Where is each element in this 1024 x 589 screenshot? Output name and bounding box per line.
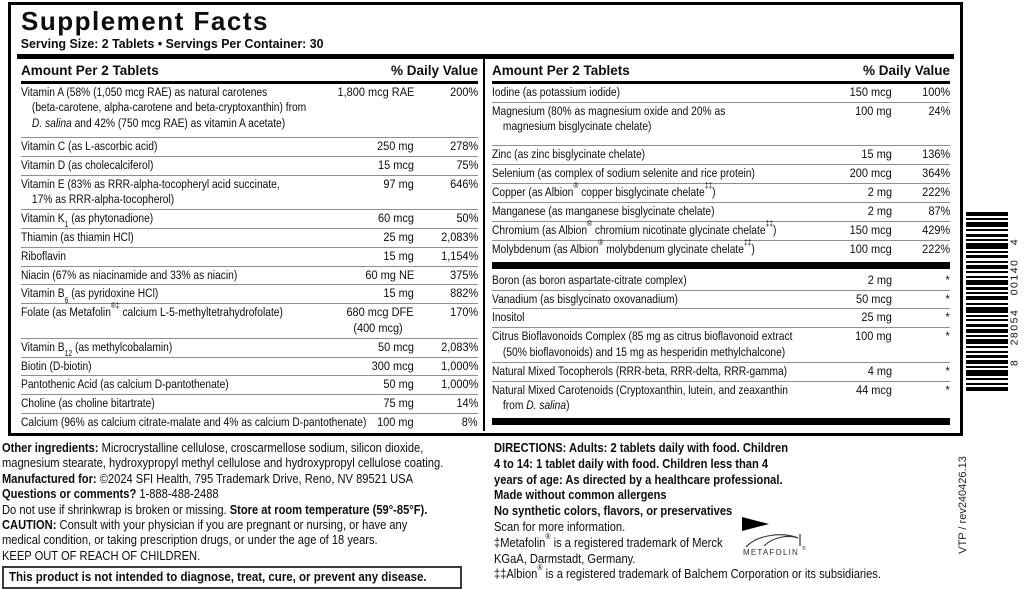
nutrient-name: Vitamin C (as L-ascorbic acid)	[21, 138, 158, 153]
nutrient-amount: 200 mcg	[849, 166, 892, 181]
nutrient-name: Iodine (as potassium iodide)	[492, 85, 621, 99]
footer-right-text-line: Scan for more information.	[494, 518, 626, 534]
serving-info: Serving Size: 2 Tablets • Servings Per Container: 30	[20, 36, 324, 51]
daily-value-footnote	[492, 428, 904, 431]
nutrient-row	[492, 180, 950, 202]
nutrient-name: Pantothenic Acid (as calcium D-pantothenate)	[21, 377, 229, 392]
footer	[2, 440, 1022, 589]
nutrient-row	[492, 164, 950, 183]
nutrient-columns	[17, 59, 954, 431]
daily-value-header: % Daily Value	[390, 63, 478, 78]
nutrient-daily-value: *	[945, 291, 950, 306]
amount-header: Amount Per 2 Tablets	[21, 63, 159, 78]
nutrient-row	[492, 84, 950, 102]
nutrient-daily-value: 8%	[462, 415, 478, 430]
nutrient-name: Zinc (as zinc bisglycinate chelate)	[492, 147, 646, 162]
nutrient-amount: 100 mg	[855, 329, 892, 344]
nutrient-name: Vitamin E (83% as RRR-alpha-tocopheryl acid succinate, 17% as RRR-alpha-tocopherol)	[21, 176, 280, 206]
section-divider-bar	[492, 262, 950, 269]
left-nutrient-rows	[21, 84, 478, 431]
nutrient-name: Calcium (96% as calcium citrate-malate and 4% as calcium D-pantothenate)	[21, 415, 367, 430]
nutrient-name: Thiamin (as thiamin HCl)	[21, 229, 134, 244]
footer-right-text-line: No synthetic colors, flavors, or preservatives	[494, 503, 733, 519]
nutrient-row	[492, 145, 950, 164]
footer-right-block	[494, 440, 1014, 589]
fda-disclaimer-box	[2, 566, 462, 588]
nutrient-daily-value: 136%	[921, 147, 950, 162]
nutrient-daily-value: 222%	[921, 185, 950, 200]
nutrient-amount: 300 mcg	[371, 358, 414, 373]
nutrient-amount: 25 mg	[861, 310, 892, 325]
nutrient-row	[21, 338, 478, 357]
nutrient-amount: 4 mg	[867, 363, 892, 378]
nutrient-amount: 1,800 mcg RAE	[337, 85, 414, 99]
nutrient-daily-value: 87%	[928, 203, 950, 218]
revision-side-text: VTP / rev240426.13	[957, 456, 969, 554]
nutrient-amount: 250 mg	[377, 138, 414, 153]
nutrient-daily-value: 364%	[921, 166, 950, 181]
nutrient-amount: 2 mg	[867, 272, 892, 287]
nutrient-name: Vanadium (as bisglycinato oxovanadium)	[492, 291, 678, 306]
nutrient-row	[492, 237, 950, 259]
nutrient-row	[492, 362, 950, 381]
nutrient-daily-value: 170%	[449, 305, 478, 320]
column-left-header	[21, 59, 478, 84]
nutrient-daily-value: 1,154%	[440, 248, 478, 263]
nutrient-amount: 2 mg	[867, 203, 892, 218]
right-nutrient-rows	[492, 84, 950, 431]
nutrient-name: Selenium (as complex of sodium selenite and rice protein)	[492, 166, 755, 181]
panel-title: Supplement Facts	[21, 6, 269, 36]
nutrient-row	[21, 228, 478, 247]
nutrient-row	[21, 284, 478, 303]
nutrient-amount: 15 mcg	[378, 157, 414, 172]
nutrient-amount: 25 mg	[383, 229, 414, 244]
footer-left-text-line: medical condition, or taking prescription drugs, or under the age of 18 years.	[2, 532, 378, 548]
nutrient-row	[492, 272, 950, 290]
nutrient-amount: 100 mcg	[849, 241, 892, 256]
nutrient-daily-value: 2,083%	[440, 339, 478, 354]
footer-right-text-line: 4 to 14: 1 tablet daily with food. Children less than 4	[494, 455, 769, 471]
nutrient-daily-value: 50%	[456, 210, 478, 225]
supplement-facts-panel	[8, 2, 963, 436]
metafolin-logo-text: METAFOLIN	[743, 548, 799, 557]
nutrient-name: Niacin (67% as niacinamide and 33% as niacin)	[21, 267, 238, 282]
nutrient-daily-value: 75%	[456, 157, 478, 172]
nutrient-name: Riboflavin	[21, 248, 66, 263]
svg-text:®: ®	[802, 546, 806, 552]
nutrient-row	[21, 266, 478, 285]
column-right	[483, 59, 954, 431]
nutrient-row	[21, 175, 478, 209]
nutrient-amount: 50 mcg	[378, 339, 414, 354]
nutrient-row	[492, 290, 950, 309]
nutrient-name: Molybdenum (as Albion® molybdenum glycinate chelate‡‡)	[492, 237, 755, 256]
footer-left-block	[2, 440, 484, 589]
nutrient-name: Inositol	[492, 310, 525, 325]
footer-left-text-line: Other ingredients: Microcrystalline cellulose, croscarmellose sodium, silicon dioxide,	[2, 440, 424, 455]
footer-left-text-line: Manufactured for: ©2024 SFI Health, 795 Trademark Drive, Reno, NV 89521 USA	[2, 470, 414, 486]
fda-disclaimer-text: This product is not intended to diagnose, treat, cure, or prevent any disease.	[9, 569, 427, 585]
nutrient-name: Folate (as Metafolin®‡ calcium L-5-methyltetrahydrofolate)	[21, 301, 283, 320]
footer-right-text-line: ‡‡Albion® is a registered trademark of Balchem Corporation or its subsidiaries.	[494, 563, 881, 582]
nutrient-row	[21, 209, 478, 228]
nutrient-amount: 60 mcg	[378, 210, 414, 225]
footer-right-text-line: ‡Metafolin® is a registered trademark of Merck	[494, 531, 723, 550]
footer-left-text-line: Questions or comments? 1-888-488-2488	[2, 486, 219, 502]
footer-left-lines	[2, 440, 484, 563]
nutrient-row	[492, 102, 950, 145]
nutrient-name: Magnesium (80% as magnesium oxide and 20% as magnesium bisglycinate chelate)	[492, 103, 726, 134]
nutrient-amount: 15 mg	[861, 147, 892, 162]
nutrient-daily-value: 429%	[921, 222, 950, 237]
daily-value-header: % Daily Value	[862, 63, 950, 78]
nutrient-amount: 100 mg	[377, 415, 414, 430]
nutrient-name: Chromium (as Albion® chromium nicotinate glycinate chelate‡‡)	[492, 218, 777, 237]
nutrient-amount: 150 mcg	[849, 85, 892, 99]
column-right-header	[492, 59, 950, 84]
footer-left-text-line: CAUTION: Consult with your physician if you are pregnant or nursing, or have any	[2, 517, 408, 533]
nutrient-row	[21, 303, 478, 337]
amount-header: Amount Per 2 Tablets	[492, 63, 630, 78]
nutrient-daily-value: 100%	[921, 85, 950, 99]
footer-left-text-line: KEEP OUT OF REACH OF CHILDREN.	[2, 547, 201, 563]
nutrient-amount: 97 mg	[383, 176, 414, 191]
nutrient-name: Manganese (as manganese bisglycinate chelate)	[492, 203, 715, 218]
nutrient-amount: 2 mg	[867, 185, 892, 200]
nutrient-daily-value: 278%	[449, 138, 478, 153]
nutrient-daily-value: *	[945, 329, 950, 344]
nutrient-row	[492, 202, 950, 221]
nutrient-daily-value: 1,000%	[440, 358, 478, 373]
nutrient-row	[21, 375, 478, 394]
nutrient-daily-value: *	[945, 310, 950, 325]
footer-right-text-line: KGaA, Darmstadt, Germany.	[494, 550, 636, 566]
nutrient-row	[21, 84, 478, 137]
nutrient-amount: 60 mg NE	[365, 267, 414, 282]
nutrient-daily-value: 646%	[449, 176, 478, 191]
nutrient-amount: 100 mg	[855, 103, 892, 118]
nutrient-daily-value: 24%	[928, 103, 950, 118]
column-left	[17, 59, 483, 431]
nutrient-amount: 15 mg	[383, 286, 414, 301]
scan-arrow-icon	[742, 517, 769, 531]
footer-right-text-line: years of age: As directed by a healthcare professional.	[494, 471, 783, 487]
nutrient-name: Biotin (D-biotin)	[21, 358, 92, 373]
nutrient-name: Copper (as Albion® copper bisglycinate chelate‡‡)	[492, 180, 716, 200]
nutrient-name: Choline (as choline bitartrate)	[21, 396, 155, 411]
nutrient-row	[492, 218, 950, 240]
upc-barcode	[966, 212, 1008, 391]
nutrient-amount: 50 mg	[383, 377, 414, 392]
footer-left-text-line: Do not use if shrinkwrap is broken or missing. Store at room temperature (59°-85°F).	[2, 501, 428, 517]
nutrient-amount: 44 mcg	[856, 382, 892, 397]
nutrient-amount: 680 mcg DFE (400 mcg)	[346, 305, 414, 335]
nutrient-row	[21, 413, 478, 431]
nutrient-amount: 15 mg	[383, 248, 414, 263]
nutrient-daily-value: 14%	[456, 396, 478, 411]
nutrient-daily-value: 222%	[921, 241, 950, 256]
footer-right-text-line: Made without common allergens	[494, 487, 667, 503]
nutrient-row	[492, 308, 950, 327]
section-divider-bar	[492, 418, 950, 425]
nutrient-daily-value: 2,083%	[440, 229, 478, 244]
nutrient-row	[21, 247, 478, 266]
nutrient-amount: 75 mg	[383, 396, 414, 411]
nutrient-name: Vitamin $K_1$ (as phytonadione)	[21, 210, 154, 230]
nutrient-row	[492, 381, 950, 418]
nutrient-row	[21, 156, 478, 175]
nutrient-daily-value: 882%	[449, 286, 478, 301]
nutrient-name: Vitamin A (58% (1,050 mcg RAE) as natural carotenes (beta-carotene, alpha-carotene and beta-cryptoxanthin) from D. salina and 42% (750 mcg RAE) as vitamin A acetate)	[21, 85, 307, 130]
nutrient-row	[21, 394, 478, 413]
nutrient-row	[21, 137, 478, 156]
nutrient-amount: 150 mcg	[849, 222, 892, 237]
nutrient-row	[492, 327, 950, 361]
nutrient-name: Citrus Bioflavonoids Complex (85 mg as citrus bioflavonoid extract (50% bioflavonoids) and 15 mg as hesperidin methylchalcone)	[492, 329, 793, 359]
nutrient-name: Vitamin $B_6$ (as pyridoxine HCl)	[21, 286, 159, 305]
nutrient-daily-value: 1,000%	[440, 377, 478, 392]
nutrient-amount: 50 mcg	[856, 291, 892, 306]
nutrient-name: Vitamin D (as cholecalciferol)	[21, 157, 154, 172]
nutrient-daily-value: *	[945, 363, 950, 378]
nutrient-name: Natural Mixed Carotenoids (Cryptoxanthin, lutein, and zeaxanthin from D. salina)	[492, 382, 788, 412]
nutrient-name: Natural Mixed Tocopherols (RRR-beta, RRR-delta, RRR-gamma)	[492, 363, 788, 378]
nutrient-name: Vitamin $B_{12}$ (as methylcobalamin)	[21, 339, 173, 359]
upc-barcode-digits: 8 28054 00140 4	[1008, 237, 1021, 367]
nutrient-name: Boron (as boron aspartate-citrate complex)	[492, 272, 687, 287]
footer-left-text-line: magnesium stearate, hydroxypropyl methyl cellulose and hydroxypropyl cellulose coating.	[2, 455, 444, 471]
nutrient-daily-value: 375%	[449, 267, 478, 282]
nutrient-row	[21, 357, 478, 376]
nutrient-daily-value: *	[945, 382, 950, 397]
nutrient-daily-value: 200%	[449, 85, 478, 99]
nutrient-daily-value: *	[945, 272, 950, 287]
metafolin-logo	[740, 530, 808, 565]
footer-right-text-line: DIRECTIONS: Adults: 2 tablets daily with food. Children	[494, 440, 789, 455]
